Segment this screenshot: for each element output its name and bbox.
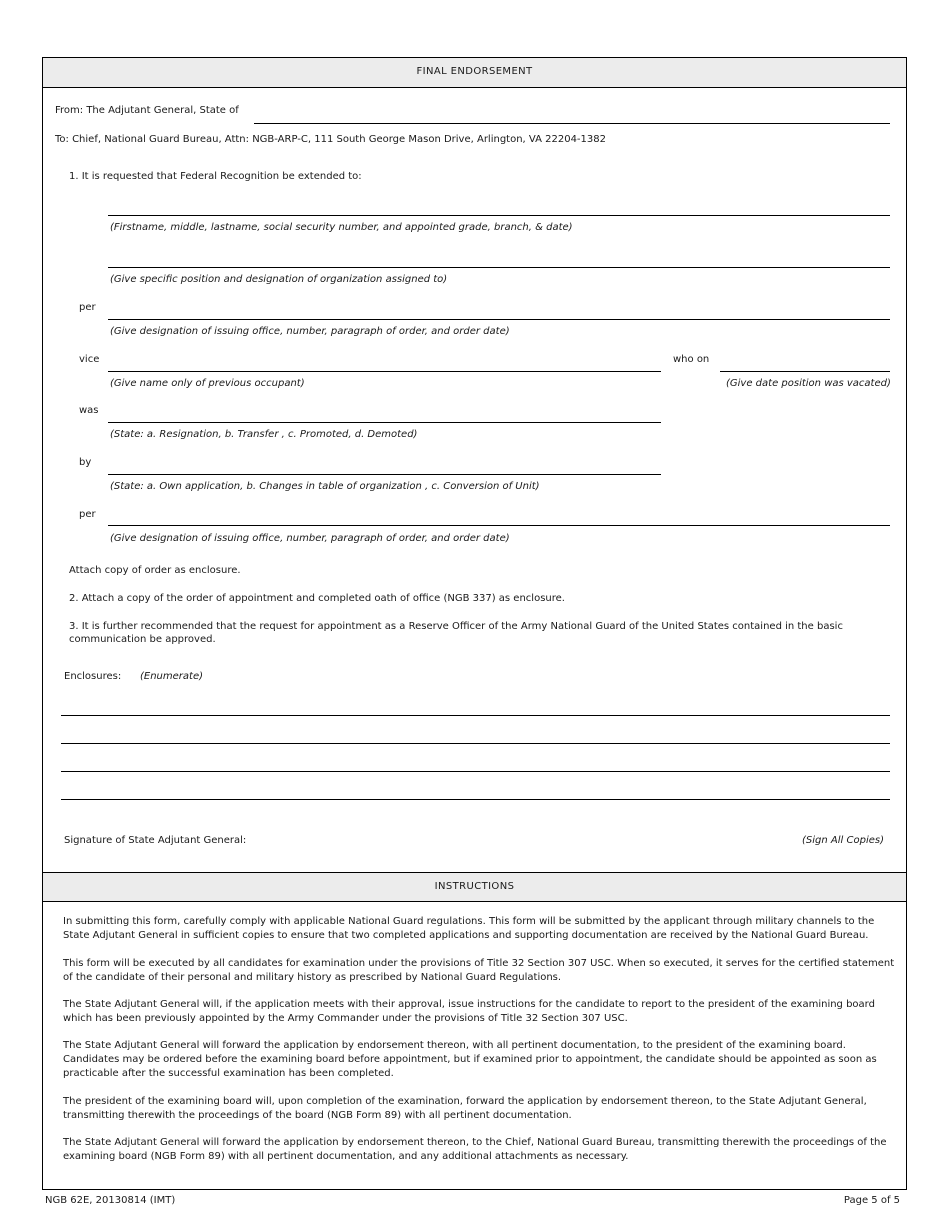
- by-label: by: [79, 457, 92, 468]
- instruction-paragraph: This form will be executed by all candidates for examination under the provisions of Title 32 Section 307 USC. When so executed, it serves for the certified statement of the candidate of their personal and military history as prescribed by National Guard Regulations.: [63, 958, 895, 983]
- date-vacated-field[interactable]: [720, 371, 890, 372]
- hint-order: (Give designation of issuing office, number, paragraph of order, and order date): [110, 326, 510, 337]
- enclosures-label: Enclosures:: [64, 671, 122, 682]
- order2-field[interactable]: [108, 525, 890, 526]
- instruction-paragraph: The president of the examining board will, upon completion of the examination, forward the application by endorsement thereon, to the State Adjutant General, transmitting therewith the proceedings of the board (NGB Form 89) with all pertinent documentation.: [63, 1096, 867, 1121]
- enclosure-line[interactable]: [61, 743, 890, 744]
- page-number: Page 5 of 5: [843, 1195, 900, 1206]
- instruction-paragraph: The State Adjutant General will forward the application by endorsement thereon, with all pertinent documentation, to the president of the examining board. Candidates may be ordered before the examining board before appointment, but if examined prior to appointment, the candidate should be appointed as soon as practicable after the successful examination has been completed.: [63, 1040, 877, 1079]
- hint-previous-occupant: (Give name only of previous occupant): [110, 378, 305, 389]
- item-1: 1. It is requested that Federal Recognition be extended to:: [69, 171, 362, 182]
- hint-order-2: (Give designation of issuing office, number, paragraph of order, and order date): [110, 533, 510, 544]
- instruction-paragraph: In submitting this form, carefully comply with applicable National Guard regulations. This form will be submitted by the applicant through military channels to the State Adjutant General in sufficient copies to ensure that two completed applications and supporting documentation are received by the National Guard Bureau.: [63, 916, 875, 941]
- hint-position: (Give specific position and designation of organization assigned to): [110, 274, 448, 285]
- by-field[interactable]: [108, 474, 661, 475]
- position-field[interactable]: [108, 267, 890, 268]
- was-field[interactable]: [108, 422, 661, 423]
- signature-label: Signature of State Adjutant General:: [64, 835, 247, 846]
- per-label: per: [79, 302, 96, 313]
- vice-label: vice: [79, 354, 100, 365]
- order-field[interactable]: [108, 319, 890, 320]
- instruction-paragraph: The State Adjutant General will forward the application by endorsement thereon, to the Chief, National Guard Bureau, transmitting therewith the proceedings of the examining board (NGB Form 89) with all pertinent documentation, and any additional attachments as necessary.: [63, 1137, 887, 1162]
- hint-was: (State: a. Resignation, b. Transfer , c. Promoted, d. Demoted): [110, 429, 418, 440]
- from-label: From: The Adjutant General, State of: [55, 105, 239, 116]
- previous-occupant-field[interactable]: [108, 371, 661, 372]
- enumerate-hint: (Enumerate): [140, 671, 204, 682]
- sign-all-copies: (Sign All Copies): [802, 835, 884, 846]
- instruction-paragraph: The State Adjutant General will, if the application meets with their approval, issue instructions for the candidate to report to the president of the examining board which has been previously appointed by the Army Commander under the provisions of Title 32 Section 307 USC.: [63, 999, 875, 1024]
- hint-name: (Firstname, middle, lastname, social security number, and appointed grade, branch, & date): [110, 222, 573, 233]
- item-2: 2. Attach a copy of the order of appointment and completed oath of office (NGB 337) as enclosure.: [69, 593, 565, 604]
- name-field[interactable]: [108, 215, 890, 216]
- item-3: 3. It is further recommended that the request for appointment as a Reserve Officer of the Army National Guard of the United States contained in the basic communication be approved.: [69, 621, 843, 645]
- was-label: was: [79, 405, 99, 416]
- enclosure-line[interactable]: [61, 771, 890, 772]
- to-line: To: Chief, National Guard Bureau, Attn: NGB-ARP-C, 111 South George Mason Drive, Arlington, VA 22204-1382: [55, 134, 606, 145]
- hint-by: (State: a. Own application, b. Changes in table of organization , c. Conversion of Unit): [110, 481, 540, 492]
- state-field[interactable]: [254, 123, 890, 124]
- attach-note: Attach copy of order as enclosure.: [69, 565, 241, 576]
- enclosure-line[interactable]: [61, 715, 890, 716]
- enclosure-line[interactable]: [61, 799, 890, 800]
- instructions-header: INSTRUCTIONS: [43, 872, 906, 902]
- final-endorsement-header: FINAL ENDORSEMENT: [43, 58, 906, 88]
- form-frame: [42, 57, 907, 1190]
- form-id: NGB 62E, 20130814 (IMT): [45, 1195, 176, 1206]
- per2-label: per: [79, 509, 96, 520]
- hint-date-vacated: (Give date position was vacated): [726, 378, 891, 389]
- who-on-label: who on: [673, 354, 710, 365]
